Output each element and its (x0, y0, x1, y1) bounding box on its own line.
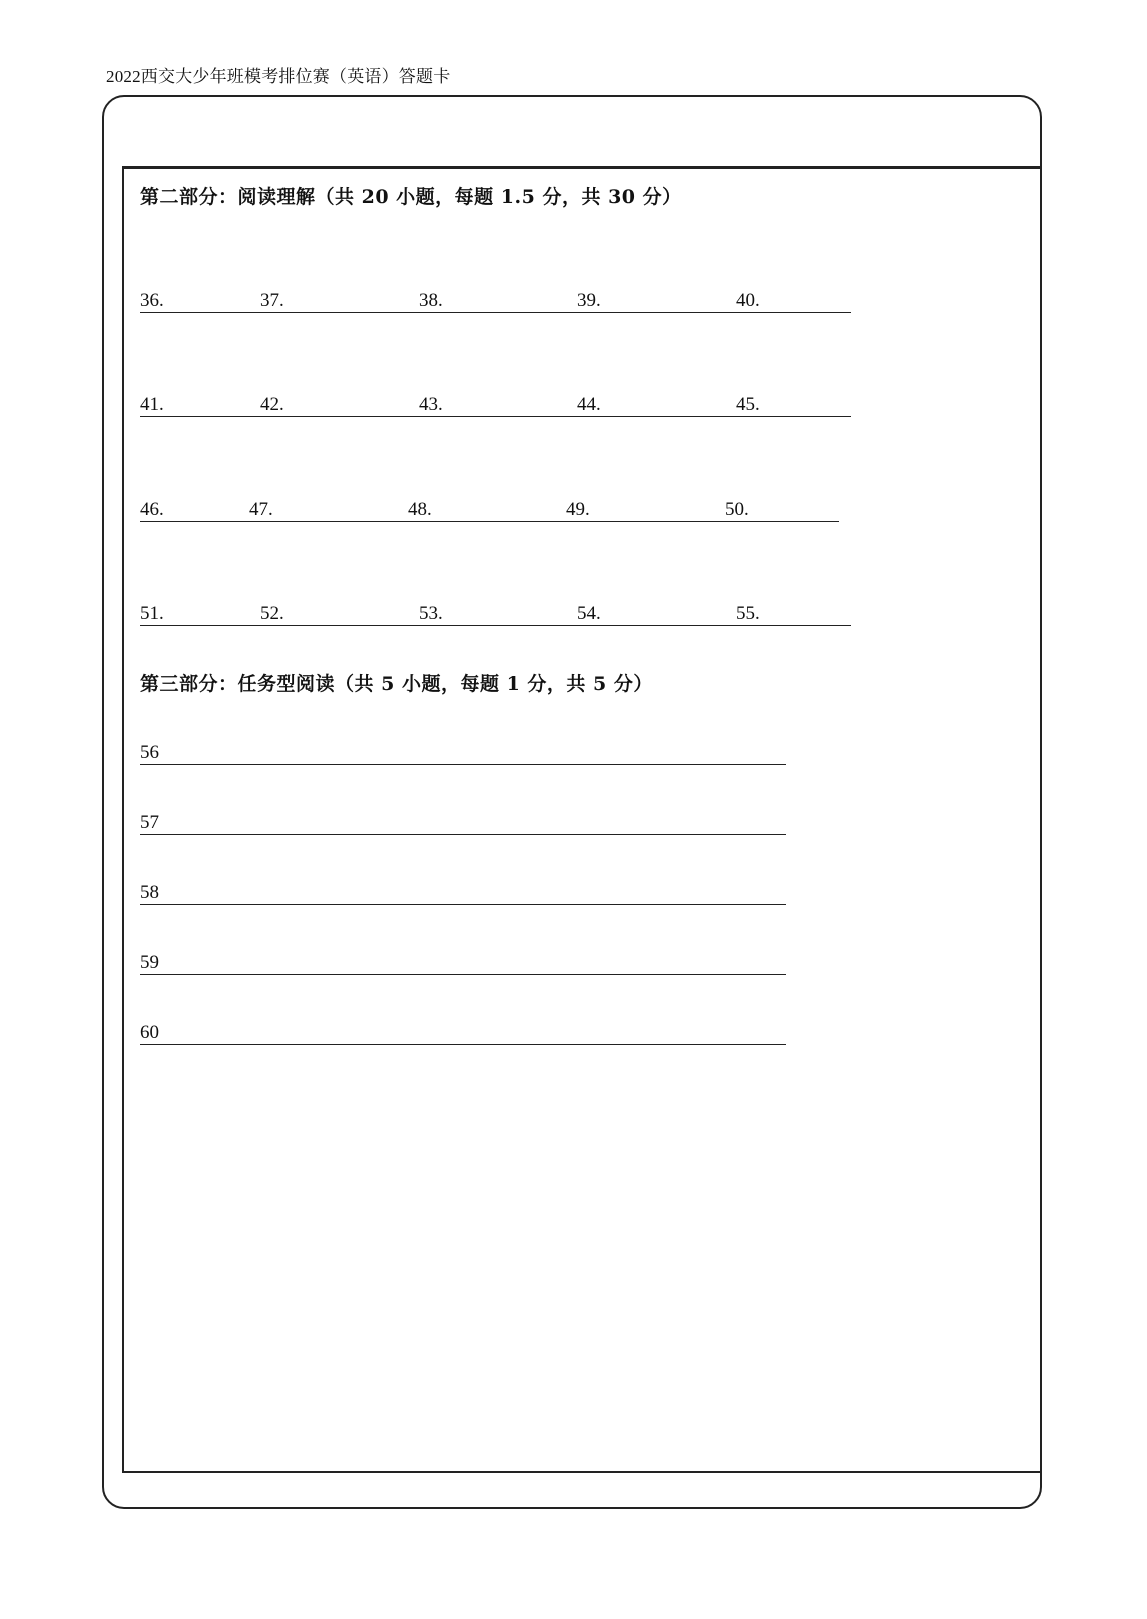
question-number-43: 43. (419, 394, 443, 415)
answer-line-59 (140, 950, 786, 975)
answer-row-46-50 (140, 497, 839, 522)
question-number-36: 36. (140, 290, 164, 311)
answer-line-58 (140, 880, 786, 905)
question-number-57: 57 (140, 812, 159, 833)
answer-row-51-55 (140, 601, 851, 626)
page-header-title: 2022西交大少年班模考排位赛（英语）答题卡 (106, 67, 451, 86)
question-number-60: 60 (140, 1022, 159, 1043)
answer-line-57 (140, 810, 786, 835)
question-number-46: 46. (140, 499, 164, 520)
question-number-51: 51. (140, 603, 164, 624)
question-number-38: 38. (419, 290, 443, 311)
question-number-45: 45. (736, 394, 760, 415)
part2-title: 第二部分：阅读理解（共 20 小题，每题 1.5 分，共 30 分） (140, 186, 682, 208)
question-number-55: 55. (736, 603, 760, 624)
question-number-59: 59 (140, 952, 159, 973)
question-number-41: 41. (140, 394, 164, 415)
answer-row-41-45 (140, 392, 851, 417)
question-number-50: 50. (725, 499, 749, 520)
answer-line-60 (140, 1020, 786, 1045)
question-number-47: 47. (249, 499, 273, 520)
question-number-40: 40. (736, 290, 760, 311)
question-number-44: 44. (577, 394, 601, 415)
part3-title: 第三部分：任务型阅读（共 5 小题，每题 1 分，共 5 分） (140, 673, 653, 695)
question-number-49: 49. (566, 499, 590, 520)
question-number-48: 48. (408, 499, 432, 520)
question-number-54: 54. (577, 603, 601, 624)
answer-line-56 (140, 740, 786, 765)
question-number-53: 53. (419, 603, 443, 624)
question-number-39: 39. (577, 290, 601, 311)
question-number-42: 42. (260, 394, 284, 415)
question-number-37: 37. (260, 290, 284, 311)
question-number-56: 56 (140, 742, 159, 763)
question-number-52: 52. (260, 603, 284, 624)
answer-row-36-40 (140, 288, 851, 313)
question-number-58: 58 (140, 882, 159, 903)
